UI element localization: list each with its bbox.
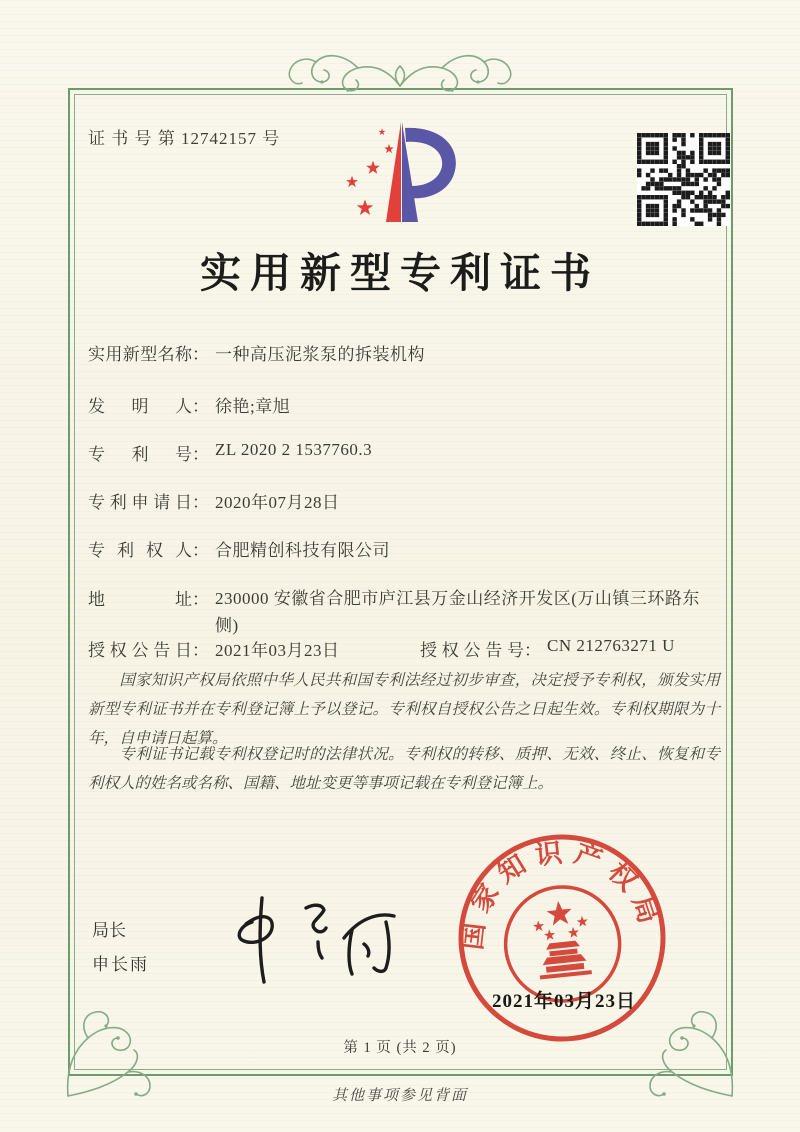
field-colon: ： — [192, 590, 209, 609]
legal-paragraph-2 — [88, 740, 720, 798]
field-label: 专利权人 — [88, 541, 192, 560]
field-label: 专利号 — [88, 445, 192, 464]
field-row-patent-number — [88, 440, 728, 465]
commissioner-name: 申长雨 — [92, 955, 149, 974]
field-value: 合肥精创科技有限公司 — [215, 541, 390, 560]
page-number: 第 1 页 (共 2 页) — [343, 1040, 457, 1056]
field-row-grant — [88, 636, 728, 661]
field-value: 一种高压泥浆泵的拆装机构 — [215, 345, 425, 364]
commissioner-signature-script — [218, 886, 408, 990]
field-row-address — [88, 585, 728, 639]
paragraph-text: 专利证书记载专利权登记时的法律状况。专利权的转移、质押、无效、终止、恢复和专利权人的姓名或名称、国籍、地址变更等事项记载在专利登记簿上。 — [88, 746, 720, 792]
field-colon: ： — [192, 493, 209, 512]
field-label: 专利申请日 — [88, 493, 192, 512]
field-label: 授权公告日 — [88, 641, 192, 660]
field-value: 2021年03月23日 — [215, 641, 340, 660]
field-label: 地址 — [88, 590, 192, 609]
seal-text: 国家知识产权局 — [457, 836, 667, 952]
field-colon: ： — [192, 541, 209, 560]
field-label: 发明人 — [88, 397, 192, 416]
paragraph-text: 国家知识产权局依照中华人民共和国专利法经过初步审查，决定授予专利权，颁发实用新型专利证书并在专利登记簿上予以登记。专利权自授权公告之日起生效。专利权期限为十年，自申请日起算。 — [88, 672, 720, 747]
field-colon: ： — [192, 397, 209, 416]
seal-date: 2021年03月23日 — [492, 991, 637, 1012]
qr-code — [637, 133, 730, 226]
svg-text:国家知识产权局 — [452, 832, 667, 955]
certificate-number: 证 书 号 第 12742157 号 — [88, 129, 281, 148]
field-colon: ： — [192, 345, 209, 364]
field-value: 230000 安徽省合肥市庐江县万金山经济开发区(万山镇三环路东侧) — [215, 589, 700, 635]
field-value: CN 212763271 U — [547, 636, 675, 655]
certificate-title: 实用新型专利证书 — [200, 250, 600, 296]
back-side-note: 其他事项参见背面 — [331, 1088, 468, 1104]
field-value: 徐艳;章旭 — [215, 397, 291, 416]
field-row-patentee — [88, 536, 728, 561]
cnipa-logo — [332, 116, 474, 234]
field-value: ZL 2020 2 1537760.3 — [215, 440, 373, 459]
field-row-name — [88, 340, 728, 365]
commissioner-title: 局长 — [92, 921, 126, 940]
field-grant-number — [420, 636, 675, 661]
field-row-filing-date — [88, 488, 728, 513]
field-label: 实用新型名称 — [88, 345, 192, 364]
top-flourish-ornament — [282, 40, 518, 98]
field-row-inventor — [88, 392, 728, 417]
field-colon: ： — [524, 641, 541, 660]
field-value: 2020年07月28日 — [215, 493, 340, 512]
field-colon: ： — [192, 641, 209, 660]
field-colon: ： — [192, 445, 209, 464]
field-label: 授权公告号 — [420, 641, 524, 660]
